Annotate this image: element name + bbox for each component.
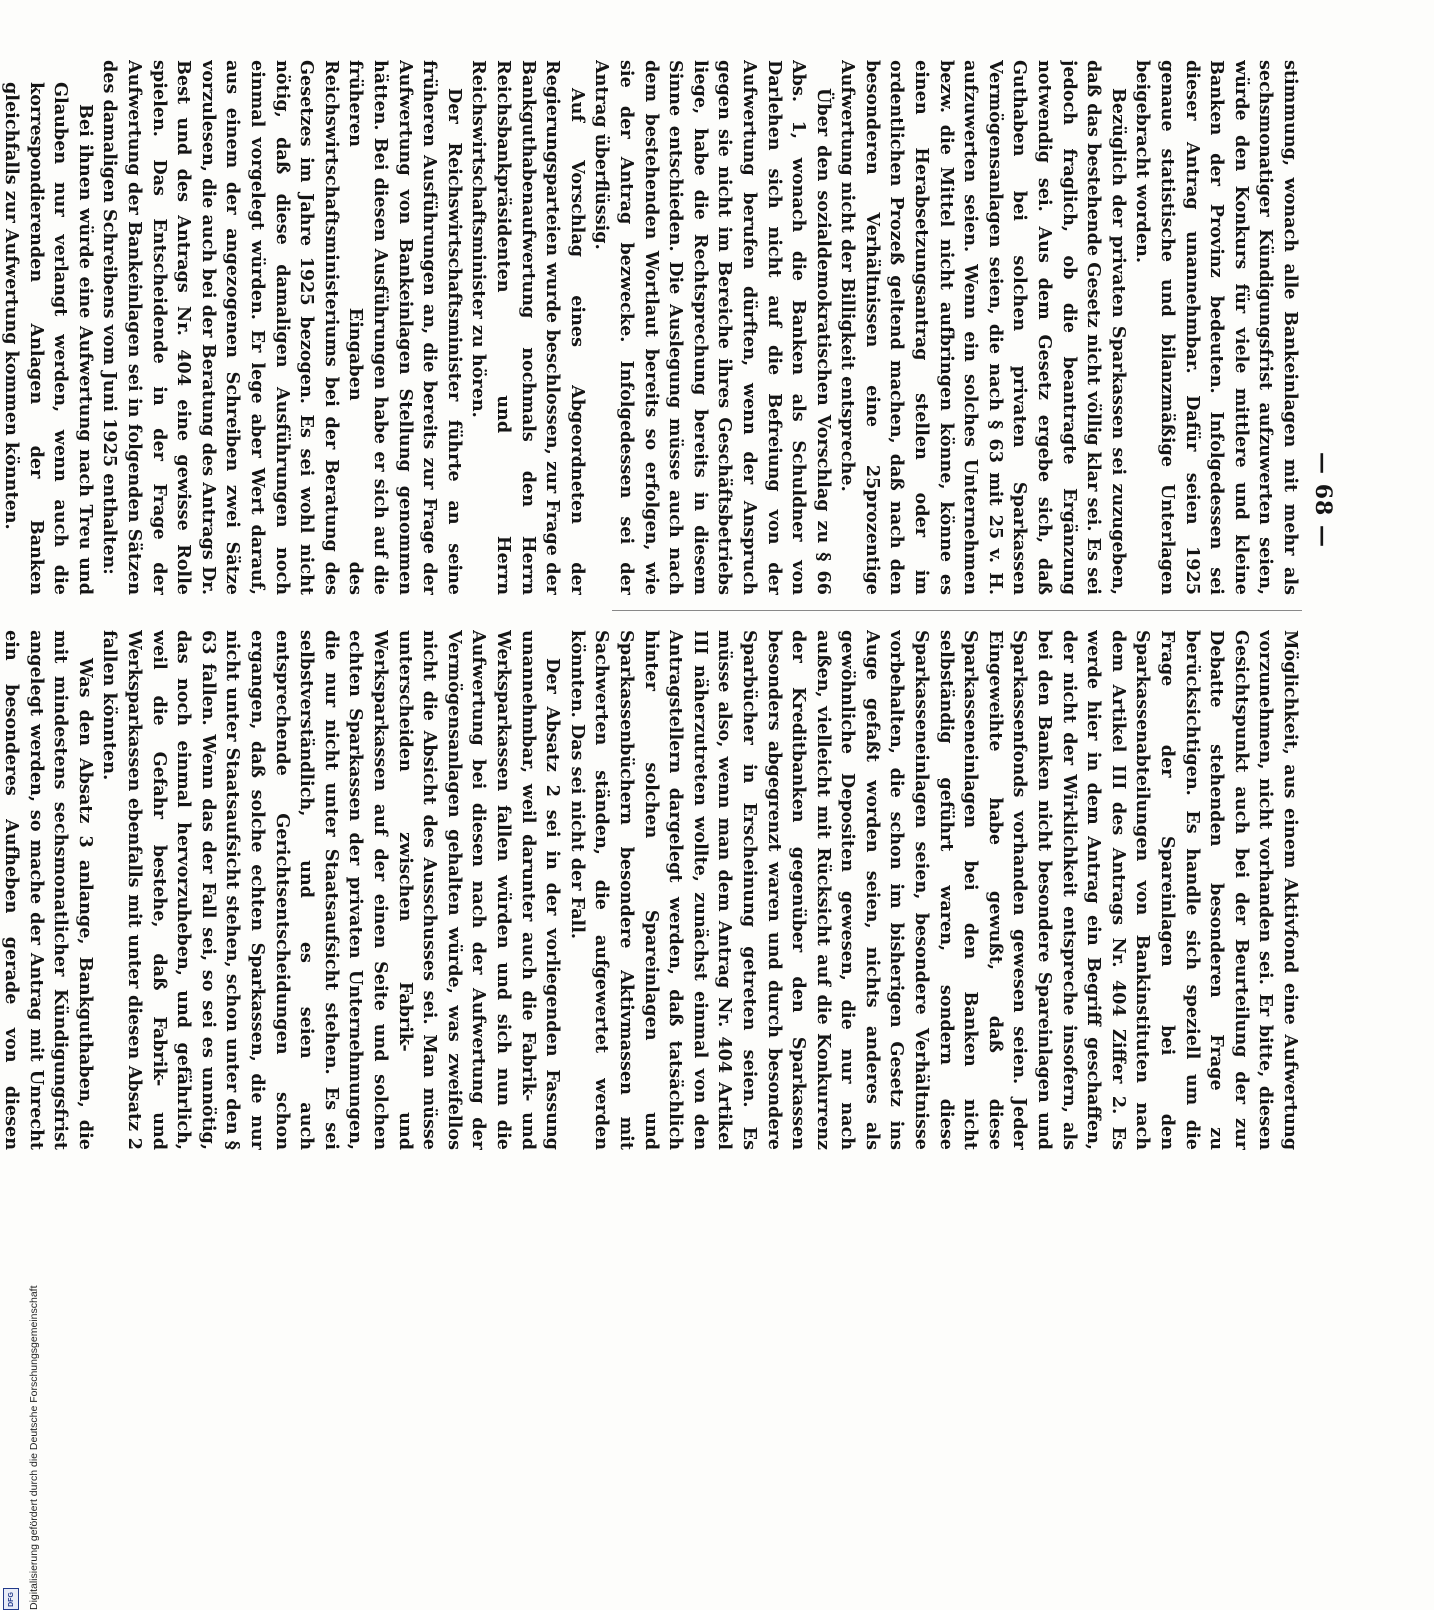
- paragraph: Was den Absatz 3 anlange, Bankguthaben, die mit mindestens sechsmonatlicher Kündigungsfrist angelegt werden, so mache der Antrag mit Unrecht ein besonderes Aufheben gerade von diesen: [1, 630, 96, 1150]
- right-column: [0, 630, 1302, 1150]
- paragraph: stimmung, wonach alle Bankeinlagen mit mehr als sechsmonatiger Kündigungsfrist aufzuwerten seien, würde den Konkurs für viele mittlere und kleine Banken der Provinz bedeuten. Infolgedessen sei dieser Antrag unannehmbar. Dafür seien 1925 genaue statistische und bilanzmäßige Unterlagen beigebracht worden.: [1132, 60, 1301, 595]
- paragraph: Bezüglich der privaten Sparkassen sei zuzugeben, daß das bestehende Gesetz nicht völlig klar sei. Es sei jedoch fraglich, ob die beantragte Ergänzung notwendig sei. Aus dem Gesetz ergebe sich, daß Guthaben bei solchen privaten Sparkassen Vermögensanlagen seien, die nach § 63 mit 25 v. H. aufzuwerten seien. Wenn ein solches Unternehmen bezw. die Mittel nicht aufbringen könne, könne es einen Herabsetzungsantrag stellen oder im ordentlichen Prozeß geltend machen, daß nach den besonderen Verhältnissen eine 25prozentige Aufwertung nicht der Billigkeit entspreche.: [837, 60, 1129, 595]
- paragraph: Der Absatz 2 sei in der vorliegenden Fassung unannehmbar, weil darunter auch die Fabrik- und Werksparkassen fallen würden und sich nun die Aufwertung bei diesen nach der Aufwertung der Vermögensanlagen gehalten würde, was zweifellos nicht die Absicht des Ausschusses sei. Man müsse unterscheiden zwischen Fabrik- und Werksparkassen auf der einen Seite und solchen echten Sparkassen der privaten Unternehmungen, die nur nicht unter Staatsaufsicht stehen. Es sei selbstverständlich, und es seien auch entsprechende Gerichtsentscheidungen schon ergangen, daß solche echten Sparkassen, die nur nicht unter Staatsaufsicht stehen, schon unter den § 63 fallen. Wenn das der Fall sei, so sei es unnötig, das noch einmal hervorzuheben, und gefährlich, weil die Gefahr bestehe, daß Fabrik- und Werksparkassen ebenfalls mit unter diesen Absatz 2 fallen könnten.: [99, 630, 564, 1150]
- paragraph: Auf Vorschlag eines Abgeordneten der Regierungsparteien wurde beschlossen, zur Frage der Bankguthabenaufwertung nochmals den Herrn Reichsbankpräsidenten und Herrn Reichswirtschaftsminister zu hören.: [468, 60, 588, 595]
- paragraph: Möglichkeit, aus einem Aktivfond eine Aufwertung vorzunehmen, nicht vorhanden sei. Er bitte, diesen Gesichtspunkt auch bei der Beurteilung der zur Debatte stehenden besonderen Frage zu berücksichtigen. Es handle sich speziell um die Frage der Spareinlagen bei den Sparkassenabteilungen von Bankinstituten nach dem Artikel III des Antrags Nr. 404 Ziffer 2. Es werde hier in dem Antrag ein Begriff geschaffen, der nicht der Wirklichkeit entspreche insofern, als bei den Banken nicht besondere Spareinlagen und Sparkassenfonds vorhanden gewesen seien. Jeder Eingeweihte habe gewußt, daß diese Sparkasseneinlagen bei den Banken nicht selbständig geführt waren, sondern diese Sparkasseneinlagen seien, besondere Verhältnisse vorbehalten, die schon im bisherigen Gesetz ins Auge gefaßt worden seien, nichts anderes als gewöhnliche Depositen gewesen, die nur nach außen, vielleicht mit Rücksicht auf die Konkurrenz der Kreditbanken gegenüber den Sparkassen besonders abgegrenzt waren und durch besondere Sparbücher in Erscheinung getreten seien. Es müsse also, wenn man dem Antrag Nr. 404 Artikel III näherzutreten wollte, zunächst einmal von den Antragstellern dargelegt werden, daß tatsächlich hinter solchen Spareinlagen und Sparkassenbüchern besondere Aktivmassen mit Sachwerten ständen, die aufgewertet werden könnten. Das sei nicht der Fall.: [566, 630, 1301, 1150]
- left-column: [0, 60, 1302, 595]
- dfg-logo-icon: [3, 1588, 19, 1610]
- funding-note: Digitalisierung gefördert durch die Deutsche Forschungsgemeinschaft: [28, 1285, 40, 1610]
- funding-sidebar: [0, 620, 40, 1610]
- paragraph: Der Reichswirtschaftsminister führte an seine früheren Ausführungen an, die bereits zur Frage der Aufwertung von Bankeinlagen Stellung genommen hätten. Bei diesen Ausführungen habe er sich auf die früheren Eingaben des Reichswirtschaftsministeriums bei der Beratung des Gesetzes im Jahre 1925 bezogen. Es sei wohl nicht nötig, daß diese damaligen Ausführungen noch einmal vorgelegt würden. Er lege aber Wert darauf, aus einem der angezogenen Schreiben zwei Sätze vorzulesen, die auch bei der Beratung des Antrags Dr. Best und des Antrags Nr. 404 eine gewisse Rolle spielen. Das Entscheidende in der Frage der Aufwertung der Bankeinlagen sei in folgenden Sätzen des damaligen Schreibens vom Juni 1925 enthalten:: [99, 60, 465, 595]
- page-number: — 68 —: [1310, 452, 1336, 548]
- rotated-content: [1, 60, 1336, 1150]
- paragraph: Über den sozialdemokratischen Vorschlag zu § 66 Abs. 1, wonach die Banken als Schuldner von Darlehen sich nicht auf die Befreiung von der Aufwertung berufen dürften, wenn der Anspruch gegen sie nicht im Bereiche ihres Geschäftsbetriebs liege, habe die Rechtsprechung bereits in diesem Sinne entschieden. Die Auslegung müsse auch nach dem bestehenden Wortlaut bereits so erfolgen, wie sie der Antrag bezwecke. Infolgedessen sei der Antrag überflüssig.: [591, 60, 834, 595]
- quote-paragraph: Bei ihnen würde eine Aufwertung nach Treu und Glauben nur verlangt werden, wenn auch die korrespondierenden Anlagen der Banken gleichfalls zur Aufwertung kommen könnten.: [1, 82, 96, 595]
- column-divider: [612, 610, 1302, 611]
- dfg-logo-text: DFG: [7, 1591, 15, 1607]
